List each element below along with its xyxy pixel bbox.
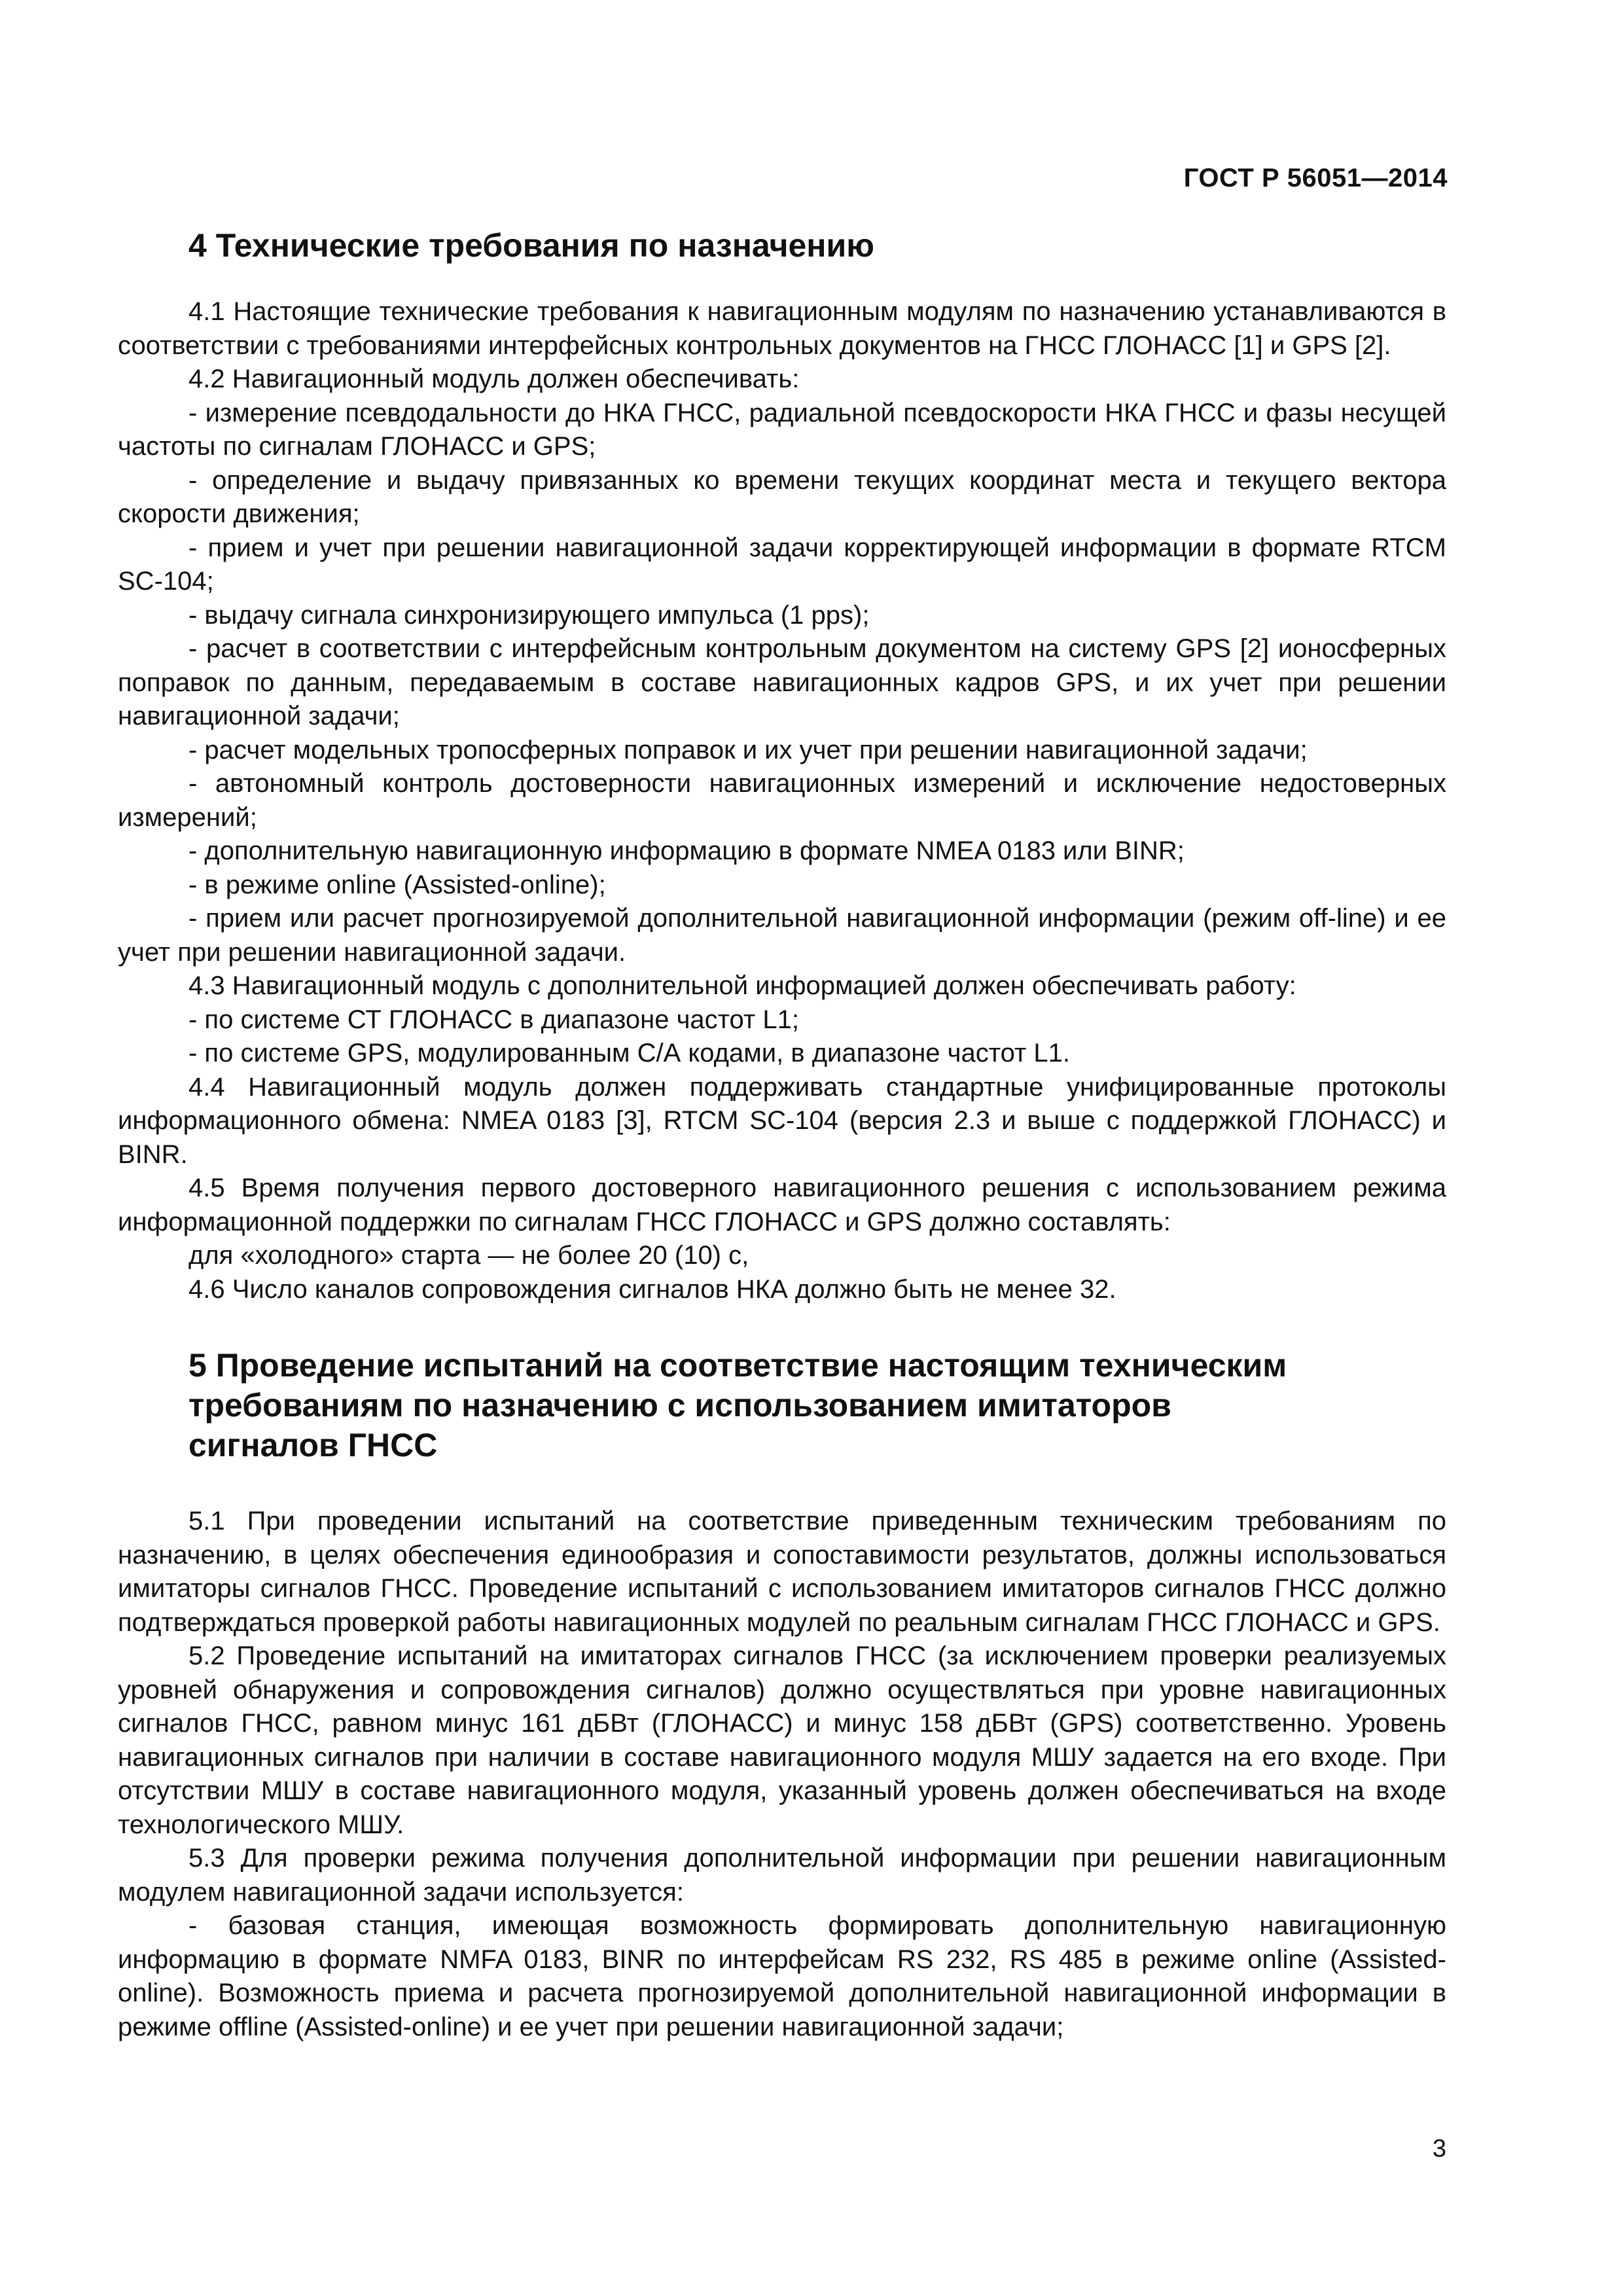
paragraph-4-6: 4.6 Число каналов сопровождения сигналов НКА должно быть не менее 32. [188, 1274, 1116, 1304]
paragraph-4-4: 4.4 Навигационный модуль должен поддерживать стандартные унифицированные протоколы информационного обмена: NMEA 0183 [3], RTCM SC-104 (версия 2.3 и выше с поддержкой ГЛОНАСС) и BINR. [118, 1072, 1446, 1169]
section-5-heading-line: 5 Проведение испытаний на соответствие настоящим техническим [188, 1347, 1287, 1384]
page-header-doc-code: ГОСТ Р 56051—2014 [1183, 164, 1448, 192]
list-item: - измерение псевдодальности до НКА ГНСС, радиальной псевдоскорости НКА ГНСС и фазы несущей частоты по сигналам ГЛОНАСС и GPS; [118, 398, 1446, 461]
paragraph-cold-start: для «холодного» старта — не более 20 (10) с, [188, 1241, 749, 1270]
paragraph-5-3: 5.3 Для проверки режима получения дополнительной информации при решении навигационным модулем навигационной задачи используется: [118, 1844, 1446, 1907]
list-item: - прием и учет при решении навигационной задачи корректирующей информации в формате RTCM SC-104; [118, 533, 1446, 596]
list-item: - определение и выдачу привязанных ко времени текущих координат места и текущего вектора скорости движения; [118, 465, 1446, 528]
list-item: - расчет модельных тропосферных поправок и их учет при решении навигационной задачи; [188, 735, 1308, 764]
page-content [118, 226, 1446, 2044]
list-item: - базовая станция, имеющая возможность формировать дополнительную навигационную информацию в формате NMFA 0183, BINR по интерфейсам RS 232, RS 485 в режиме online (Assisted-online). Возможность приема и расчета прогнозируемой дополнительной навигационной информации в режиме offline (Assisted-online) и ее учет при решении навигационной задачи; [118, 1911, 1446, 2041]
list-item: - дополнительную навигационную информацию в формате NMEA 0183 или BINR; [188, 836, 1185, 865]
paragraph-4-5: 4.5 Время получения первого достоверного навигационного решения с использованием режима информационной поддержки по сигналам ГНСС ГЛОНАСС и GPS должно составлять: [118, 1174, 1446, 1236]
list-item: - по системе СТ ГЛОНАСС в диапазоне частот L1; [188, 1005, 799, 1034]
list-item: - автономный контроль достоверности навигационных измерений и исключение недостоверных измерений; [118, 769, 1446, 832]
section-5-heading-line: требованиям по назначению с использованием имитаторов [188, 1387, 1171, 1424]
paragraph-5-2: 5.2 Проведение испытаний на имитаторах сигналов ГНСС (за исключением проверки реализуемых уровней обнаружения и сопровождения сигналов) должно осуществляться при уровне навигационных сигналов ГНСС, равном минус 161 дБВт (ГЛОНАСС) и минус 158 дБВт (GPS) соответственно. Уровень навигационных сигналов при наличии в составе навигационного модуля МШУ задается на его входе. При отсутствии МШУ в составе навигационного модуля, указанный уровень должен обеспечиваться на входе технологического МШУ. [118, 1641, 1446, 1839]
paragraph-5-1: 5.1 При проведении испытаний на соответствие приведенным техническим требованиям по назначению, в целях обеспечения единообразия и сопоставимости результатов, должны использоваться имитаторы сигналов ГНСС. Проведение испытаний с использованием имитаторов сигналов ГНСС должно подтверждаться проверкой работы навигационных модулей по реальным сигналам ГНСС ГЛОНАСС и GPS. [118, 1507, 1446, 1637]
paragraph-4-1: 4.1 Настоящие технические требования к навигационным модулям по назначению устанавливаются в соответствии с требованиями интерфейсных контрольных документов на ГНСС ГЛОНАСС [1] и GPS [2]. [118, 297, 1446, 360]
paragraph-4-3: 4.3 Навигационный модуль с дополнительной информацией должен обеспечивать работу: [188, 971, 1296, 1000]
list-item: - по системе GPS, модулированным С/А кодами, в диапазоне частот L1. [188, 1039, 1071, 1067]
section-5-heading-line: сигналов ГНСС [188, 1427, 438, 1463]
paragraph-4-2: 4.2 Навигационный модуль должен обеспечивать: [188, 365, 800, 393]
list-item: - расчет в соответствии с интерфейсным контрольным документом на систему GPS [2] ионосферных поправок по данным, передаваемым в составе навигационных кадров GPS, и их учет при решении навигационной задачи; [118, 634, 1446, 730]
list-item: - прием или расчет прогнозируемой дополнительной навигационной информации (режим off-line) и ее учет при решении навигационной задачи. [118, 904, 1446, 967]
section-5-heading [118, 1346, 1446, 1465]
list-item: - выдачу сигнала синхронизирующего импульса (1 pps); [188, 600, 870, 630]
list-item: - в режиме online (Assisted-online); [188, 870, 606, 899]
page-number: 3 [1432, 2135, 1446, 2162]
section-4-heading: 4 Технические требования по назначению [188, 227, 874, 264]
